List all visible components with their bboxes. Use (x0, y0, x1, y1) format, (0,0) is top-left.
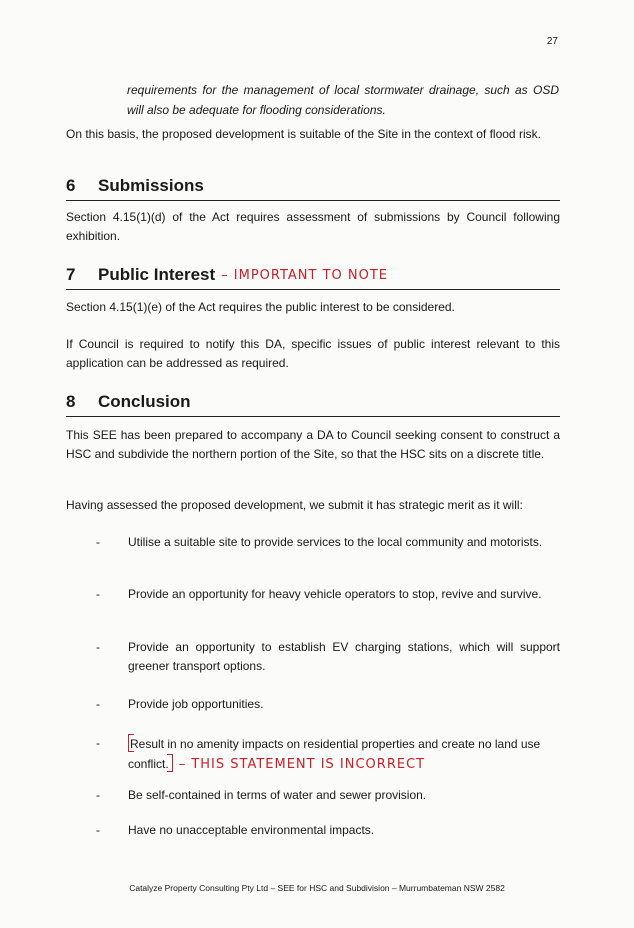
section-8-body-2: Having assessed the proposed development, we submit it has strategic merit as it will: (66, 498, 523, 512)
section-number: 7 (66, 265, 76, 284)
bullet-dash: - (96, 697, 100, 711)
list-item (66, 533, 560, 552)
list-item (66, 821, 560, 840)
bullet-dash: - (96, 788, 100, 802)
page-footer: Catalyze Property Consulting Pty Ltd – SEE for HSC and Subdivision – Murrumbateman NSW 2582 (129, 883, 505, 893)
bullet-text: Provide job opportunities. (128, 697, 264, 711)
list-item (66, 585, 560, 604)
section-6-body: Section 4.15(1)(d) of the Act requires assessment of submissions by Council following exhibition. (66, 210, 560, 243)
section-7-body-1: Section 4.15(1)(e) of the Act requires the public interest to be considered. (66, 300, 455, 314)
handwritten-annotation: – THIS STATEMENT IS INCORRECT (178, 757, 426, 772)
bullet-dash: - (96, 535, 100, 549)
section-title: Conclusion (98, 392, 191, 411)
list-item (66, 734, 560, 774)
flood-conclusion-paragraph: On this basis, the proposed development is suitable of the Site in the context of flood risk. (66, 127, 541, 141)
list-item (66, 638, 560, 676)
list-item (66, 786, 560, 805)
section-number: 8 (66, 392, 76, 411)
handwritten-annotation: – IMPORTANT TO NOTE (221, 268, 389, 283)
bullet-text: Provide an opportunity for heavy vehicle operators to stop, revive and survive. (128, 587, 542, 601)
section-6-heading (66, 175, 560, 201)
section-7-body-2: If Council is required to notify this DA, specific issues of public interest relevant to this application can be addressed as required. (66, 337, 560, 370)
bullet-dash: - (96, 736, 100, 750)
section-number: 6 (66, 176, 76, 195)
bullet-text: Provide an opportunity to establish EV charging stations, which will support greener transport options. (128, 640, 560, 673)
bullet-dash: - (96, 640, 100, 654)
section-title: Public Interest (98, 265, 216, 284)
quoted-text: requirements for the management of local stormwater drainage, such as OSD will also be adequate for flooding considerations. (127, 83, 559, 117)
section-title: Submissions (98, 176, 204, 195)
section-7-heading (66, 264, 560, 290)
bullet-dash: - (96, 587, 100, 601)
bullet-dash: - (96, 823, 100, 837)
section-8-heading (66, 391, 560, 417)
bullet-text: Result in no amenity impacts on residential properties and create no land use conflict. (128, 737, 541, 771)
section-8-body-1: This SEE has been prepared to accompany a DA to Council seeking consent to construct a HSC and subdivide the northern portion of the Site, so that the HSC sits on a discrete title. (66, 428, 560, 461)
bullet-text: Be self-contained in terms of water and sewer provision. (128, 788, 427, 802)
bullet-text-annotated (128, 734, 560, 774)
bullet-text: Have no unacceptable environmental impacts. (128, 823, 375, 837)
page-number: 27 (546, 36, 558, 47)
red-bracket-close (167, 754, 173, 772)
list-item (66, 695, 560, 714)
bullet-text: Utilise a suitable site to provide services to the local community and motorists. (128, 535, 543, 549)
